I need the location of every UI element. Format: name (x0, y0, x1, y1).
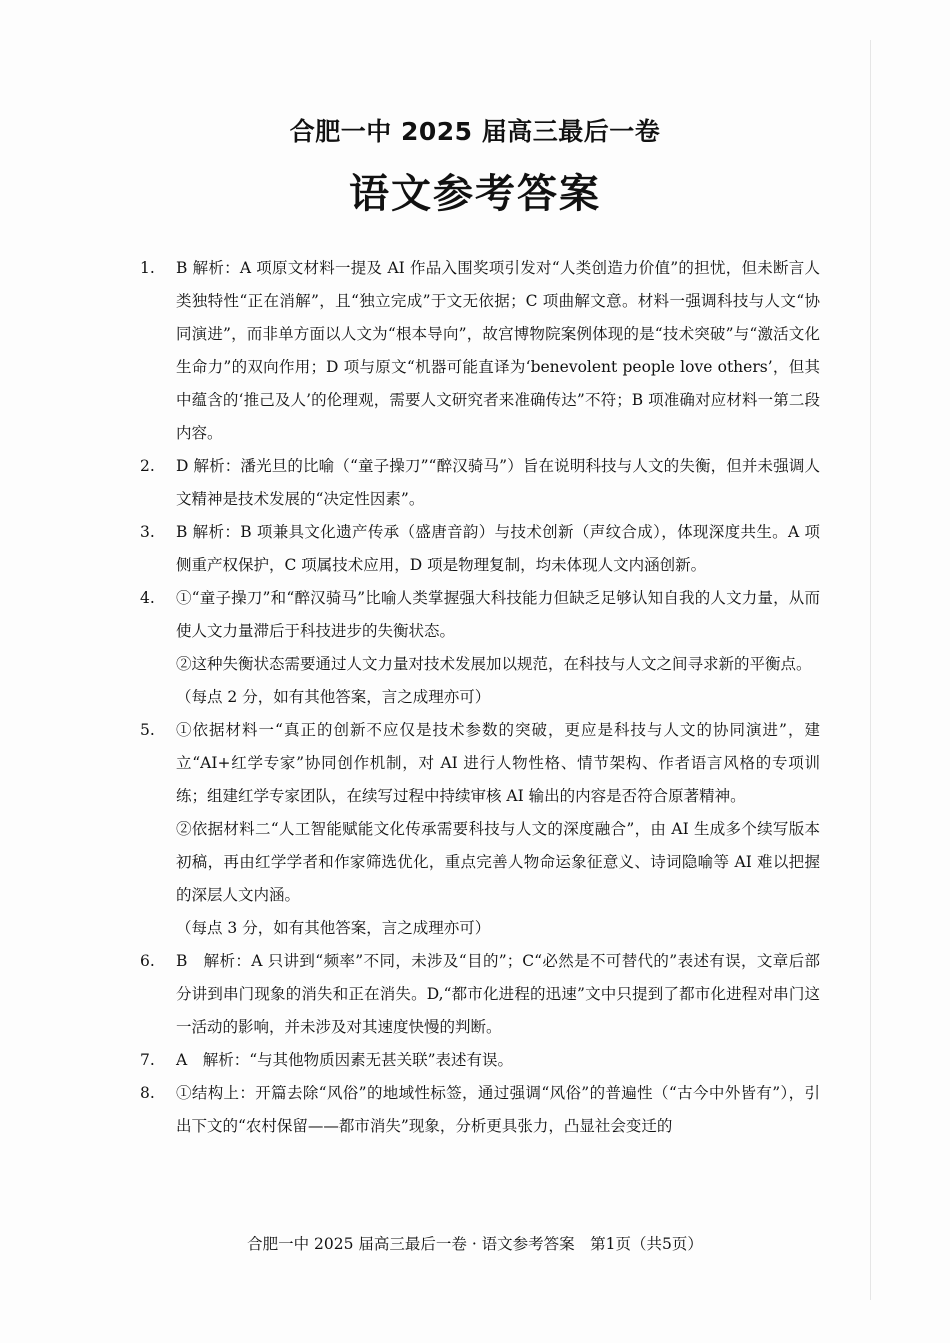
answer-number: 5. (140, 721, 155, 739)
answer-paragraph: ②这种失衡状态需要通过人文力量对技术发展加以规范，在科技与人文之间寻求新的平衡点。 (176, 655, 812, 673)
answer-paragraph: A 解析：“与其他物质因素无甚关联”表述有误。 (176, 1051, 514, 1069)
answer-paragraph: ②依据材料二“人工智能赋能文化传承需要科技与人文的深度融合”，由 AI 生成多个续写版本初稿，再由红学学者和作家筛选优化，重点完善人物命运象征意义、诗词隐喻等 AI 难以把握的深层人文内涵。 (176, 820, 820, 904)
answer-list (140, 252, 820, 1143)
answer-item (140, 252, 820, 450)
answer-paragraph: （每点 3 分，如有其他答案，言之成理亦可） (176, 919, 491, 937)
scan-edge-line (870, 40, 871, 1300)
answer-paragraph: B 解析：B 项兼具文化遗产传承（盛唐音韵）与技术创新（声纹合成），体现深度共生。A 项侧重产权保护，C 项属技术应用，D 项是物理复制，均未体现人文内涵创新。 (176, 523, 820, 574)
answer-paragraph: ①“童子操刀”和“醉汉骑马”比喻人类掌握强大科技能力但缺乏足够认知自我的人文力量，从而使人文力量滞后于科技进步的失衡状态。 (176, 589, 820, 640)
answer-paragraph: ①依据材料一“真正的创新不应仅是技术参数的突破，更应是科技与人文的协同演进”，建立“AI+红学专家”协同创作机制，对 AI 进行人物性格、情节架构、作者语言风格的专项训练；组建红学专家团队，在续写过程中持续审核 AI 输出的内容是否符合原著精神。 (176, 721, 820, 805)
answer-number: 7. (140, 1051, 155, 1069)
answer-paragraph: B 解析：A 只讲到“频率”不同，未涉及“目的”；C“必然是不可替代的”表述有误，文章后部分讲到串门现象的消失和正在消失。D,“都市化进程的迅速”文中只提到了都市化进程对串门这一活动的影响，并未涉及对其速度快慢的判断。 (176, 952, 820, 1036)
answer-item (140, 450, 820, 516)
answer-item (140, 1044, 820, 1077)
answer-number: 2. (140, 457, 155, 475)
answer-key-title: 语文参考答案 (349, 170, 601, 217)
answer-item (140, 582, 820, 714)
answer-item (140, 1077, 820, 1143)
answer-paragraph: D 解析：潘光旦的比喻（“童子操刀”“醉汉骑马”）旨在说明科技与人文的失衡，但并未强调人文精神是技术发展的“决定性因素”。 (176, 457, 820, 508)
answer-number: 3. (140, 523, 155, 541)
answer-item (140, 516, 820, 582)
answer-paragraph: （每点 2 分，如有其他答案，言之成理亦可） (176, 688, 491, 706)
exam-title: 合肥一中 2025 届高三最后一卷 (289, 117, 661, 146)
answer-number: 4. (140, 589, 155, 607)
answer-number: 1. (140, 259, 155, 277)
answer-item (140, 945, 820, 1044)
answer-number: 6. (140, 952, 155, 970)
answer-number: 8. (140, 1084, 155, 1102)
page-footer: 合肥一中 2025 届高三最后一卷 · 语文参考答案 第1页（共5页） (247, 1235, 703, 1253)
answer-paragraph: B 解析：A 项原文材料一提及 AI 作品入围奖项引发对“人类创造力价值”的担忧，但未断言人类独特性“正在消解”，且“独立完成”于文无依据；C 项曲解文意。材料一强调科技与人文“协同演进”，而非单方面以人文为“根本导向”，故宫博物院案例体现的是“技术突破”与“激活文化生命力”的双向作用；D 项与原文“机器可能直译为‘benevolent people love others’，但其中蕴含的‘推己及人’的伦理观，需要人文研究者来准确传达”不符；B 项准确对应材料一第二段内容。 (176, 259, 820, 442)
answer-item (140, 714, 820, 945)
answer-paragraph: ①结构上：开篇去除“风俗”的地域性标签，通过强调“风俗”的普遍性（“古今中外皆有”），引出下文的“农村保留——都市消失”现象，分析更具张力，凸显社会变迁的 (176, 1084, 820, 1135)
